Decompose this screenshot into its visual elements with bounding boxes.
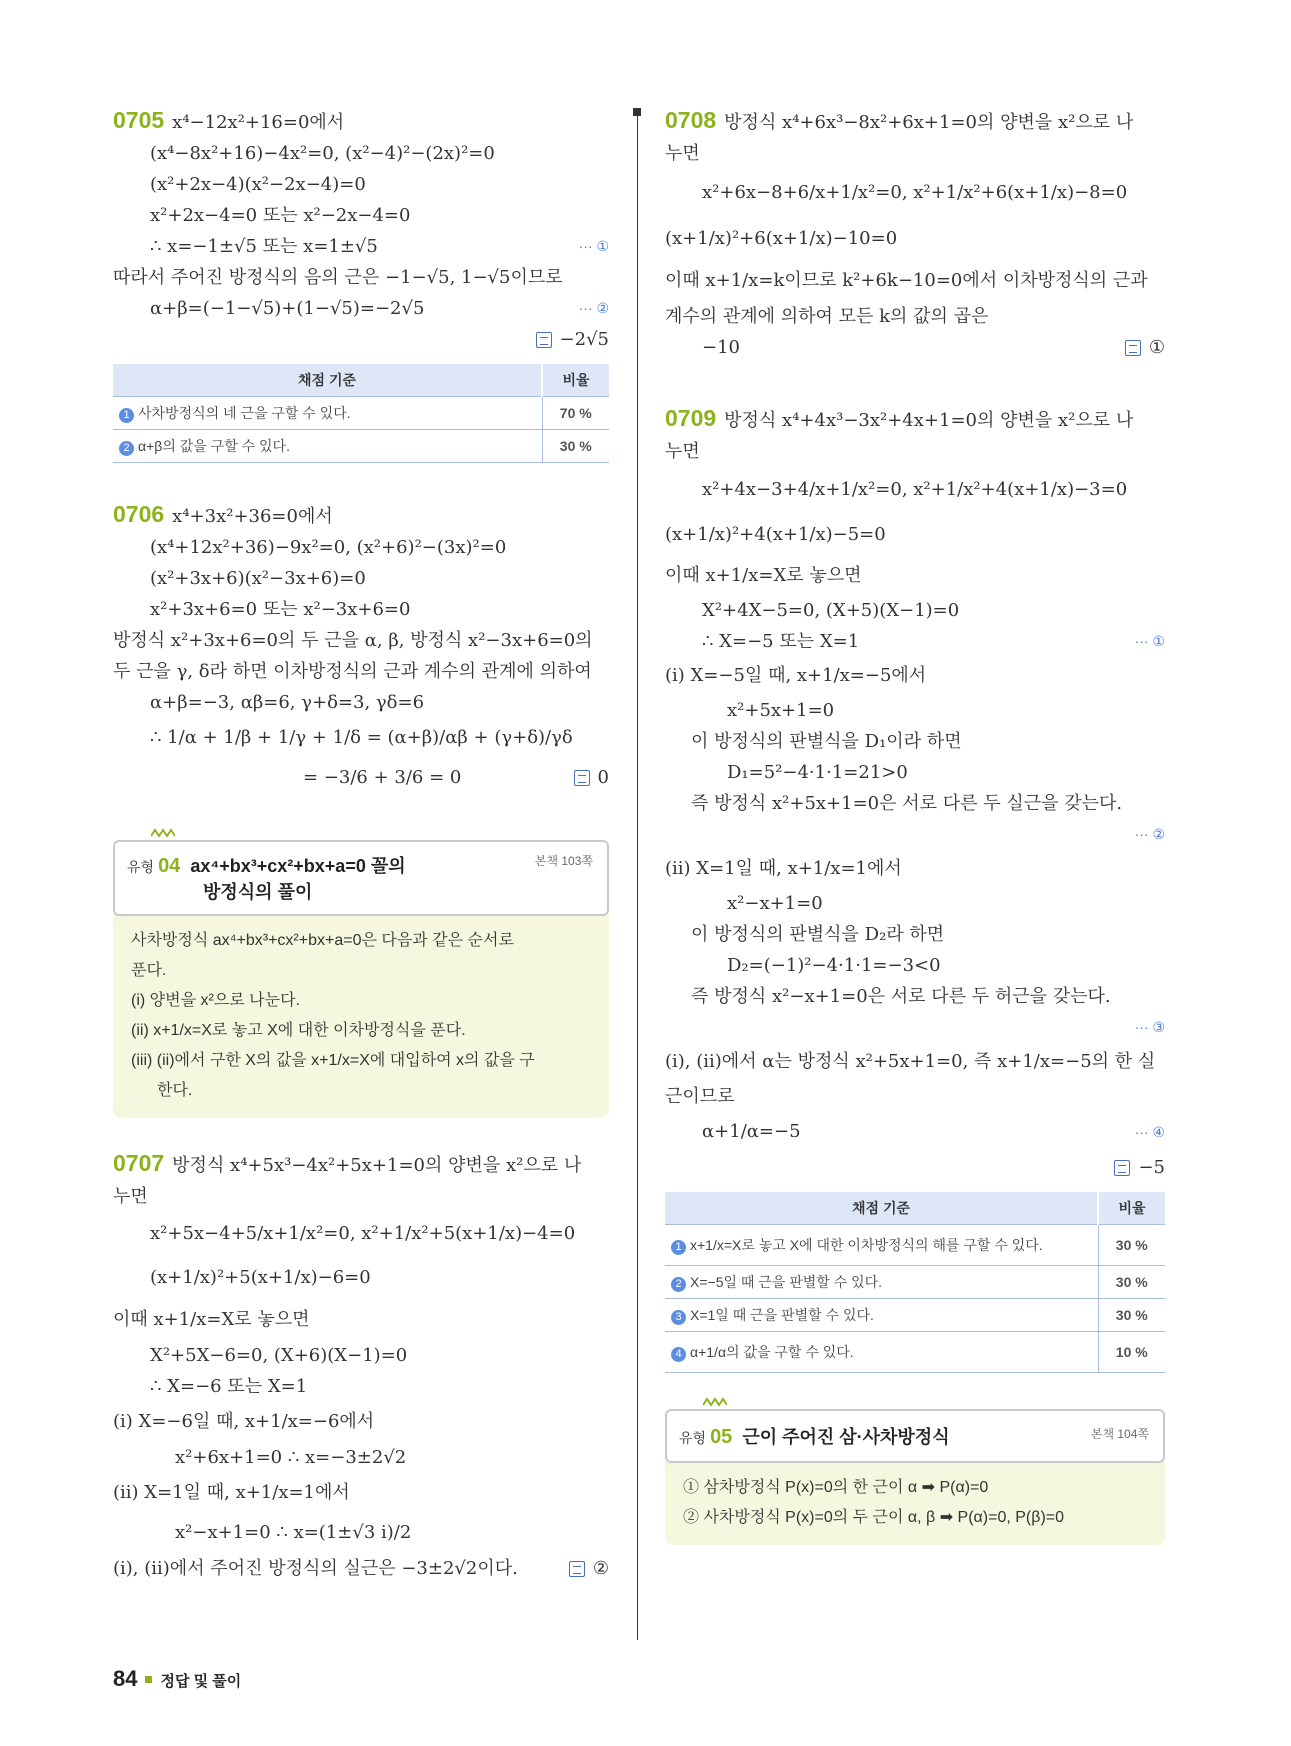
type-title-line2: 방정식의 풀이 <box>203 882 313 902</box>
footer-square-icon <box>145 1676 152 1683</box>
solution-line: (i) X=−6일 때, x+1/x=−6에서 <box>113 1411 375 1432</box>
solution-line: ∴ X=−6 또는 X=1 <box>150 1376 308 1397</box>
type-title: ax⁴+bx³+cx²+bx+a=0 꼴의 <box>190 856 406 876</box>
solution-line: X²+4X−5=0, (X+5)(X−1)=0 <box>702 600 960 621</box>
solution-line: x²−x+1=0 ∴ x=(1±√3 i)/2 <box>175 1522 412 1543</box>
solution-line: (x²+3x+6)(x²−3x+6)=0 <box>150 568 366 589</box>
answer <box>665 1152 1165 1184</box>
grade-header: 채점 기준 <box>665 1192 1098 1225</box>
grade-ratio: 30 % <box>1098 1266 1165 1299</box>
solution-line: α+1/α=−5 <box>702 1121 801 1142</box>
solution-line: 방정식 x⁴+6x³−8x²+6x+1=0의 양변을 x²으로 나 <box>724 112 1134 133</box>
step-marker: ··· ③ <box>1134 1019 1165 1035</box>
solution-line: 누면 <box>113 1186 148 1207</box>
type-number: 04 <box>158 855 181 877</box>
solution-line: D₁=5²−4·1·1=21>0 <box>727 762 908 783</box>
step-marker: ··· ① <box>1134 633 1165 649</box>
problem-number: 0705 <box>113 107 165 133</box>
problem-0707 <box>113 1148 609 1584</box>
step-marker: ··· ② <box>578 300 609 316</box>
solution-line: (ii) X=1일 때, x+1/x=1에서 <box>665 858 902 879</box>
solution-line: x²+4x−3+4/x+1/x²=0, x²+1/x²+4(x+1/x)−3=0 <box>702 479 1128 500</box>
solution-line: (x+1/x)²+5(x+1/x)−6=0 <box>150 1267 371 1288</box>
table-row <box>113 397 609 430</box>
ratio-header: 비율 <box>542 364 609 397</box>
solution-line: ∴ 1/α + 1/β + 1/γ + 1/δ = (α+β)/αβ + (γ+δ)/γδ <box>150 727 573 748</box>
table-row <box>665 1266 1165 1299</box>
solution-line: x²+5x−4+5/x+1/x²=0, x²+1/x²+5(x+1/x)−4=0 <box>150 1223 576 1244</box>
solution-line: (ii) X=1일 때, x+1/x=1에서 <box>113 1482 350 1503</box>
solution-line: 이때 x+1/x=X로 놓으면 <box>113 1309 310 1330</box>
answer-icon <box>1125 340 1141 356</box>
step-number-icon: 4 <box>671 1347 686 1362</box>
solution-line: D₂=(−1)²−4·1·1=−3<0 <box>727 955 941 976</box>
step-number-icon: 2 <box>119 441 134 456</box>
grade-header: 채점 기준 <box>113 364 542 397</box>
grade-ratio: 10 % <box>1098 1332 1165 1373</box>
answer <box>574 758 609 798</box>
answer-value: −2√5 <box>559 329 609 350</box>
solution-line: 이때 x+1/x=X로 놓으면 <box>665 565 862 586</box>
tip-line: ① 삼차방정식 P(x)=0의 한 근이 α ➡ P(α)=0 <box>683 1479 989 1496</box>
solution-line: ∴ x=−1±√5 또는 x=1±√5 <box>150 236 378 257</box>
solution-line: 계수의 관계에 의하여 모든 k의 값의 곱은 <box>665 306 989 327</box>
tip-line: 한다. <box>157 1082 193 1099</box>
solution-line: 근이므로 <box>665 1086 735 1107</box>
tip-line: 사차방정식 ax⁴+bx³+cx²+bx+a=0은 다음과 같은 순서로 <box>131 932 514 949</box>
solution-line: x⁴+3x²+36=0에서 <box>172 506 333 527</box>
ratio-header: 비율 <box>1098 1192 1165 1225</box>
grade-ratio: 70 % <box>542 397 609 430</box>
solution-line: x²+3x+6=0 또는 x²−3x+6=0 <box>150 599 411 620</box>
wave-icon <box>703 1397 727 1407</box>
type-05-tips <box>665 1461 1165 1545</box>
problem-number: 0709 <box>665 405 717 431</box>
tip-line: (i) 양변을 x²으로 나눈다. <box>131 992 300 1009</box>
answer <box>1125 332 1165 363</box>
grade-text: x+1/x=X로 놓고 X에 대한 이차방정식의 해를 구할 수 있다. <box>690 1237 1043 1253</box>
solution-line: 방정식 x⁴+5x³−4x²+5x+1=0의 양변을 x²으로 나 <box>172 1155 582 1176</box>
solution-line: x²+2x−4=0 또는 x²−2x−4=0 <box>150 205 411 226</box>
grading-table <box>113 364 609 463</box>
answer <box>569 1553 609 1584</box>
type-label: 유형 <box>679 1430 707 1446</box>
solution-line: 누면 <box>665 441 700 462</box>
table-row <box>665 1299 1165 1332</box>
solution-line: (x+1/x)²+4(x+1/x)−5=0 <box>665 524 886 545</box>
grade-text: X=−5일 때 근을 판별할 수 있다. <box>690 1274 883 1290</box>
solution-line: 이 방정식의 판별식을 D₂라 하면 <box>691 924 945 945</box>
solution-line: x²−x+1=0 <box>727 893 823 914</box>
answer-value: 0 <box>597 767 609 788</box>
solution-line: α+β=−3, αβ=6, γ+δ=3, γδ=6 <box>150 692 425 713</box>
table-row <box>113 430 609 463</box>
step-marker: ··· ① <box>578 238 609 254</box>
answer <box>113 324 609 356</box>
solution-line: 두 근을 γ, δ라 하면 이차방정식의 근과 계수의 관계에 의하여 <box>113 661 592 682</box>
solution-line: α+β=(−1−√5)+(1−√5)=−2√5 <box>150 298 425 319</box>
step-number-icon: 1 <box>119 408 134 423</box>
left-column <box>113 105 609 1584</box>
page-number: 84 <box>113 1666 138 1691</box>
tip-line: (ii) x+1/x=X로 놓고 X에 대한 이차방정식을 푼다. <box>131 1022 466 1039</box>
answer-value: ② <box>592 1558 609 1579</box>
solution-line: (x⁴−8x²+16)−4x²=0, (x²−4)²−(2x)²=0 <box>150 143 495 164</box>
solution-line: 이때 x+1/x=k이므로 k²+6k−10=0에서 이차방정식의 근과 <box>665 270 1148 291</box>
tip-line: 푼다. <box>131 962 167 979</box>
tip-line: ② 사차방정식 P(x)=0의 두 근이 α, β ➡ P(α)=0, P(β)=0 <box>683 1509 1065 1526</box>
solution-line: (x⁴+12x²+36)−9x²=0, (x²+6)²−(3x)²=0 <box>150 537 507 558</box>
problem-0709 <box>665 403 1165 1373</box>
textbook-reference: 본책 104쪽 <box>1090 1427 1149 1441</box>
solution-line: x²+6x−8+6/x+1/x²=0, x²+1/x²+6(x+1/x)−8=0 <box>702 182 1128 203</box>
problem-number: 0706 <box>113 501 165 527</box>
solution-line: x²+6x+1=0 ∴ x=−3±2√2 <box>175 1447 407 1468</box>
solution-line: (x+1/x)²+6(x+1/x)−10=0 <box>665 228 898 249</box>
grade-text: α+1/α의 값을 구할 수 있다. <box>690 1344 854 1360</box>
grade-ratio: 30 % <box>1098 1299 1165 1332</box>
answer-icon <box>1114 1160 1130 1176</box>
answer-icon <box>536 332 552 348</box>
solution-line: 방정식 x⁴+4x³−3x²+4x+1=0의 양변을 x²으로 나 <box>724 410 1134 431</box>
solution-line: (i), (ii)에서 주어진 방정식의 실근은 −3±2√2이다. <box>113 1558 518 1579</box>
footer-title: 정답 및 풀이 <box>160 1673 242 1690</box>
grading-table <box>665 1192 1165 1373</box>
answer-icon <box>574 770 590 786</box>
tip-line: (iii) (ii)에서 구한 X의 값을 x+1/x=X에 대입하여 x의 값을 구 <box>131 1052 535 1069</box>
step-marker: ··· ④ <box>1134 1124 1165 1140</box>
problem-0708 <box>665 105 1165 363</box>
grade-text: 사차방정식의 네 근을 구할 수 있다. <box>138 405 351 421</box>
solution-line: ∴ X=−5 또는 X=1 <box>702 631 860 652</box>
table-row <box>665 1332 1165 1373</box>
solution-line: 즉 방정식 x²−x+1=0은 서로 다른 두 허근을 갖는다. <box>691 986 1111 1007</box>
solution-line: 즉 방정식 x²+5x+1=0은 서로 다른 두 실근을 갖는다. <box>691 793 1123 814</box>
solution-line: 따라서 주어진 방정식의 음의 근은 −1−√5, 1−√5이므로 <box>113 267 563 288</box>
type-label: 유형 <box>127 859 155 875</box>
column-divider <box>637 112 638 1640</box>
problem-0705 <box>113 105 609 463</box>
solution-line: x²+5x+1=0 <box>727 700 835 721</box>
step-number-icon: 3 <box>671 1310 686 1325</box>
type-04-tips <box>113 914 609 1118</box>
type-title: 근이 주어진 삼·사차방정식 <box>742 1427 950 1447</box>
solution-line: x⁴−12x²+16=0에서 <box>172 112 345 133</box>
solution-line: (i), (ii)에서 α는 방정식 x²+5x+1=0, 즉 x+1/x=−5의 한 실 <box>665 1051 1156 1072</box>
right-column <box>665 105 1165 1545</box>
problem-number: 0707 <box>113 1150 165 1176</box>
grade-text: X=1일 때 근을 판별할 수 있다. <box>690 1307 874 1323</box>
solution-line: (i) X=−5일 때, x+1/x=−5에서 <box>665 665 927 686</box>
grade-text: α+β의 값을 구할 수 있다. <box>138 438 290 454</box>
textbook-reference: 본책 103쪽 <box>534 854 593 868</box>
type-05-box <box>665 1409 1165 1463</box>
problem-0706 <box>113 499 609 798</box>
solution-line: 이 방정식의 판별식을 D₁이라 하면 <box>691 731 962 752</box>
step-number-icon: 1 <box>671 1240 686 1255</box>
table-row <box>665 1225 1165 1266</box>
problem-number: 0708 <box>665 107 717 133</box>
type-number: 05 <box>710 1426 733 1448</box>
solution-line: = −3/6 + 3/6 = 0 <box>303 767 462 788</box>
step-marker: ··· ② <box>1134 826 1165 842</box>
solution-line: (x²+2x−4)(x²−2x−4)=0 <box>150 174 366 195</box>
answer-icon <box>569 1561 585 1577</box>
type-04-box <box>113 840 609 916</box>
grade-ratio: 30 % <box>542 430 609 463</box>
solution-line: 누면 <box>665 143 700 164</box>
grade-ratio: 30 % <box>1098 1225 1165 1266</box>
solution-line: −10 <box>702 337 740 358</box>
page-footer <box>113 1666 241 1692</box>
answer-value: ① <box>1148 337 1165 358</box>
answer-value: −5 <box>1138 1157 1165 1178</box>
solution-line: X²+5X−6=0, (X+6)(X−1)=0 <box>150 1345 408 1366</box>
solution-line: 방정식 x²+3x+6=0의 두 근을 α, β, 방정식 x²−3x+6=0의 <box>113 630 593 651</box>
step-number-icon: 2 <box>671 1277 686 1292</box>
wave-icon <box>151 828 175 838</box>
